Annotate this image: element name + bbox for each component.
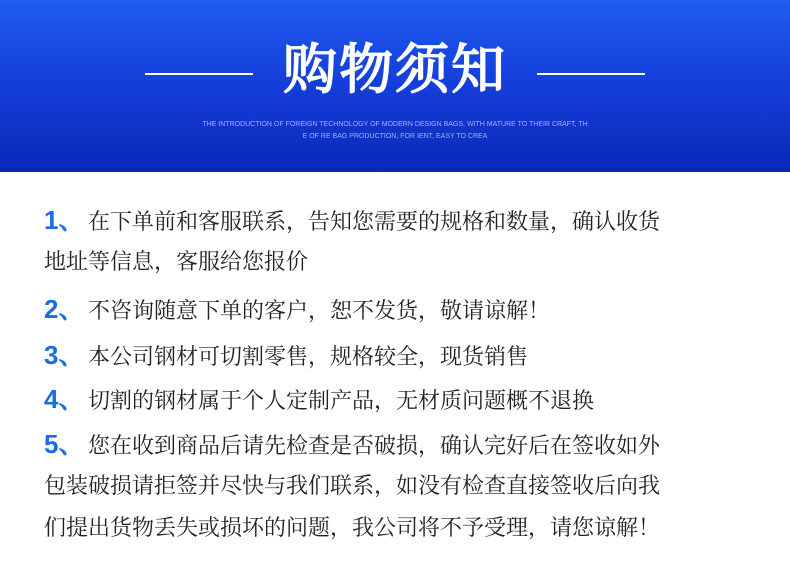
notice-item-5-line-2 <box>44 469 660 505</box>
notice-number: 3、 <box>44 340 85 370</box>
banner-subtitle-line-2: E OF RE BAG PRODUCTION, FOR IENT, EASY TO CREA <box>302 133 488 140</box>
notice-item-5-line-1 <box>44 426 660 462</box>
notice-number: 4、 <box>44 384 85 414</box>
notice-text: 地址等信息，客服给您报价 <box>44 250 309 275</box>
notice-item-5-line-3 <box>44 511 660 547</box>
notice-number: 2、 <box>44 294 85 324</box>
notice-list <box>0 172 790 569</box>
banner-subtitle-line-1: THE INTRODUCTION OF FOREIGN TECHNOLOGY OF MODERN DESIGN BAGS, WITH MATURE TO THEIR CRAFT, TH <box>202 121 588 128</box>
notice-item-1-line-2 <box>44 245 308 281</box>
notice-number: 1、 <box>44 205 85 235</box>
title-divider-right <box>537 73 645 75</box>
notice-number: 5、 <box>44 429 85 459</box>
header-banner <box>0 0 790 172</box>
notice-item-1-line-1 <box>44 202 660 238</box>
notice-text: 不咨询随意下单的客户，恕不发货，敬请谅解！ <box>88 299 551 324</box>
notice-item-3 <box>44 337 528 373</box>
page-title: 购物须知 <box>283 38 507 101</box>
notice-text: 包装破损请拒签并尽快与我们联系，如没有检查直接签收后向我 <box>44 474 661 499</box>
banner-subtitle <box>195 119 595 143</box>
title-row <box>0 34 790 106</box>
notice-item-4 <box>44 381 594 417</box>
notice-text: 们提出货物丢失或损坏的问题，我公司将不予受理，请您谅解！ <box>44 516 661 541</box>
title-divider-left <box>145 73 253 75</box>
notice-text: 您在收到商品后请先检查是否破损，确认完好后在签收如外 <box>88 434 661 459</box>
notice-text: 切割的钢材属于个人定制产品，无材质问题概不退换 <box>88 389 595 414</box>
notice-text: 本公司钢材可切割零售，规格较全，现货销售 <box>88 345 529 370</box>
notice-text: 在下单前和客服联系，告知您需要的规格和数量，确认收货 <box>88 210 661 235</box>
notice-item-2 <box>44 291 550 327</box>
